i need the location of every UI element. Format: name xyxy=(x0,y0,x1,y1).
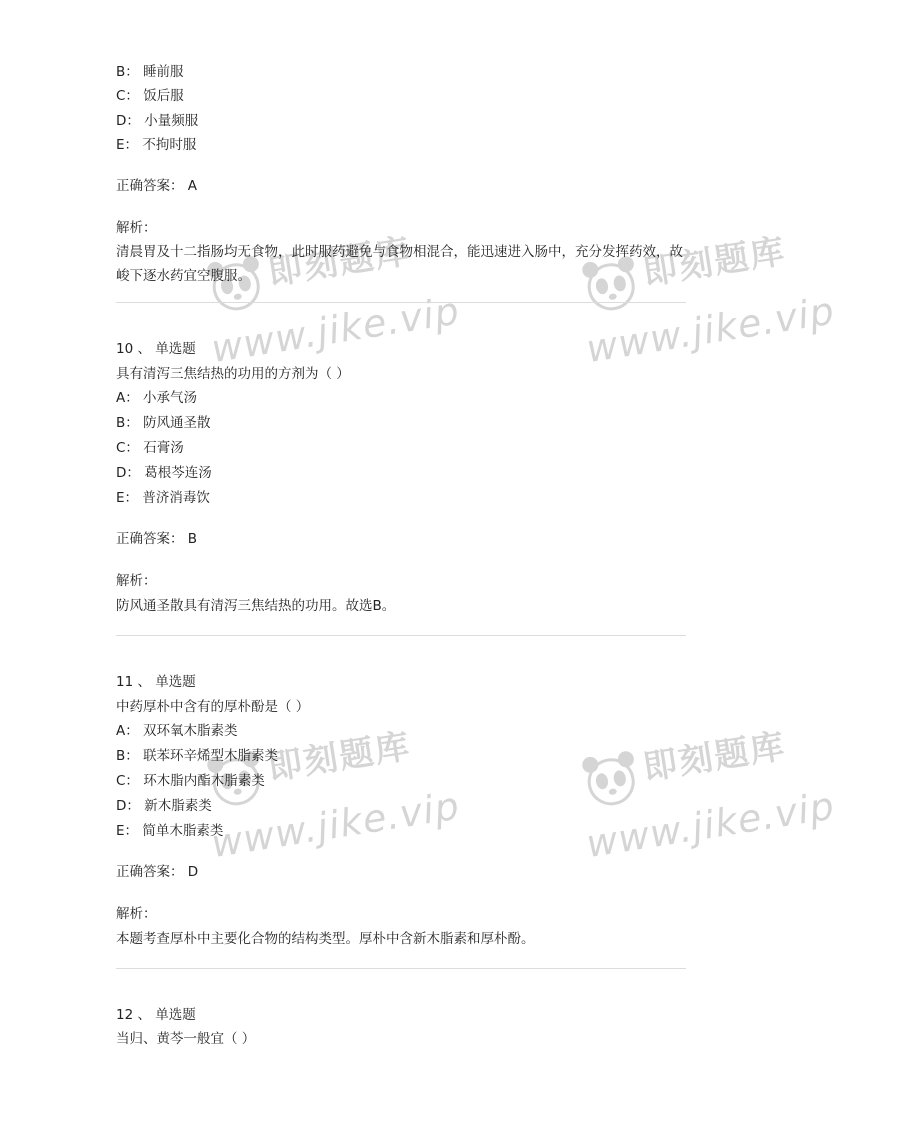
analysis-text: 清晨胃及十二指肠均无食物，此时服药避免与食物相混合，能迅速进入肠中，充分发挥药效，故峻下逐水药宜空腹服。 xyxy=(116,244,683,284)
question-header: 12 、 单选题 xyxy=(116,1007,196,1023)
watermark xyxy=(200,203,523,418)
option-b: B： 联苯环辛烯型木脂素类 xyxy=(116,748,279,764)
analysis-text: 防风通圣散具有清泻三焦结热的功用。故选B。 xyxy=(116,598,396,614)
divider xyxy=(116,968,686,969)
option-e: E： 简单木脂素类 xyxy=(116,823,224,839)
option-a: A： 双环氧木脂素类 xyxy=(116,723,238,739)
option-a: A： 小承气汤 xyxy=(116,390,198,406)
watermark xyxy=(575,698,898,913)
option-d: D： 葛根芩连汤 xyxy=(116,465,212,481)
analysis-label: 解析： xyxy=(116,573,157,589)
analysis-label: 解析： xyxy=(116,220,157,236)
question-stem: 中药厚朴中含有的厚朴酚是（ ） xyxy=(116,699,310,715)
analysis-text: 本题考查厚朴中主要化合物的结构类型。厚朴中含新木脂素和厚朴酚。 xyxy=(116,931,535,947)
question-stem: 当归、黄芩一般宜（ ） xyxy=(116,1031,256,1047)
watermark-url: www.jike.vip xyxy=(583,288,838,372)
watermark-brand: 即刻题库 xyxy=(640,231,789,294)
watermark-url: www.jike.vip xyxy=(208,288,463,372)
option-c: C： 环木脂内酯木脂素类 xyxy=(116,773,265,789)
divider xyxy=(116,302,686,303)
divider xyxy=(116,635,686,636)
panda-logo-icon xyxy=(577,745,646,814)
option-b: B： 睡前服 xyxy=(116,64,184,80)
watermark xyxy=(200,698,523,913)
option-e: E： 普济消毒饮 xyxy=(116,490,210,506)
watermark-url: www.jike.vip xyxy=(583,783,838,867)
correct-answer: 正确答案： A xyxy=(116,178,198,194)
correct-answer: 正确答案： D xyxy=(116,864,199,880)
watermark-brand: 即刻题库 xyxy=(640,726,789,789)
watermark-brand: 即刻题库 xyxy=(265,231,414,294)
watermark-brand: 即刻题库 xyxy=(265,726,414,789)
analysis-label: 解析： xyxy=(116,906,157,922)
option-c: C： 饭后服 xyxy=(116,88,184,104)
question-header: 11 、 单选题 xyxy=(116,674,196,690)
question-stem: 具有清泻三焦结热的功用的方剂为（ ） xyxy=(116,366,350,382)
option-d: D： 小量频服 xyxy=(116,113,199,129)
option-e: E： 不拘时服 xyxy=(116,137,197,153)
watermark-url: www.jike.vip xyxy=(208,783,463,867)
question-header: 10 、 单选题 xyxy=(116,341,196,357)
option-b: B： 防风通圣散 xyxy=(116,415,211,431)
watermark xyxy=(575,203,898,418)
correct-answer: 正确答案： B xyxy=(116,531,198,547)
option-d: D： 新木脂素类 xyxy=(116,798,212,814)
option-c: C： 石膏汤 xyxy=(116,440,184,456)
